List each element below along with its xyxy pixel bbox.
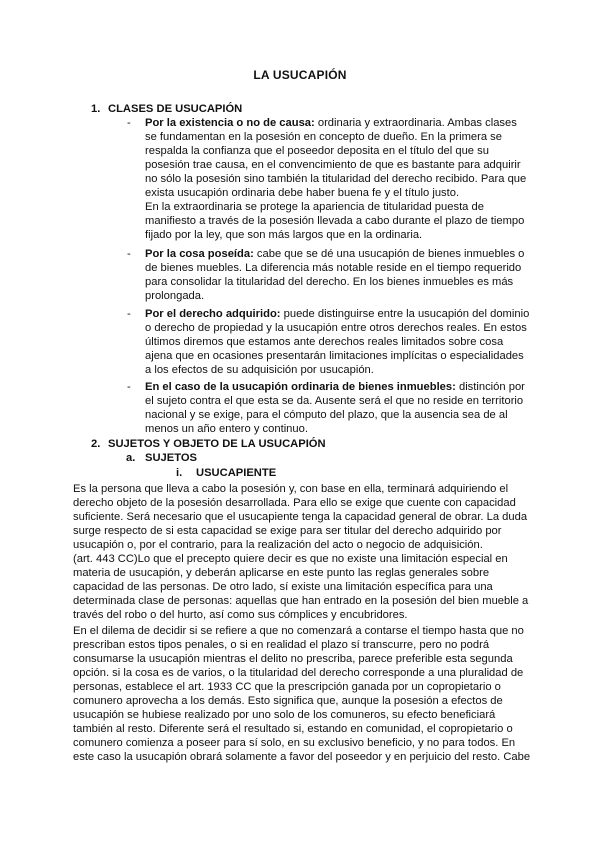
bullet-dash: - bbox=[127, 381, 131, 393]
item-term: En el caso de la usucapión ordinaria de bienes inmuebles: bbox=[145, 381, 456, 393]
item-text-line: respalda la confianza que el poseedor deposita en el título del que su bbox=[145, 145, 489, 157]
bullet-dash: - bbox=[127, 117, 131, 129]
item-text-line: de bienes muebles. La diferencia más notable reside en el tiempo requerido bbox=[145, 262, 522, 274]
subsection-a-marker: a. bbox=[126, 452, 136, 464]
item-text-line: manifiesto a través de la posesión llevada a cabo durante el plazo de tiempo bbox=[145, 215, 525, 227]
item-text-line: posesión trae causa, en el convencimiento de que es bastante para adquirir bbox=[145, 159, 521, 171]
body-line: usucapión o, por el contrario, para la realización del acto o negocio de adquisición. bbox=[73, 539, 483, 551]
item-term: Por la existencia o no de causa: bbox=[145, 117, 315, 129]
subsection-a-heading: SUJETOS bbox=[145, 452, 198, 464]
body-line: determinada clase de personas: aquellas que han entrado en la posesión del bien mueble a bbox=[73, 595, 529, 607]
item-text-line: no sólo la posesión sino también la titularidad del derecho recibido. Para que bbox=[145, 173, 527, 185]
body-line: consumarse la usucapión mientras el delito no prescriba, parece preferible esta segunda bbox=[73, 653, 513, 665]
subsection-i-heading: USUCAPIENTE bbox=[196, 467, 277, 479]
list-item bbox=[145, 117, 517, 130]
subsection-i-marker: i. bbox=[176, 467, 183, 479]
item-text: cabe que se dé una usucapión de bienes inmuebles o bbox=[253, 248, 525, 260]
body-line: comunero aprovecha a los demás. Esto significa que, aunque la posesión a efectos de bbox=[73, 695, 503, 707]
item-text-line: menos un año entero y continuo. bbox=[145, 423, 308, 435]
body-line: través del robo o del hurto, así como sus cómplices y encubridores. bbox=[73, 609, 408, 621]
body-line: materia de usucapión, y deberán aplicarse en este punto las reglas generales sobre bbox=[73, 567, 490, 579]
section-1-heading: CLASES DE USUCAPIÓN bbox=[108, 103, 243, 115]
body-line: opción. si la cosa es de varios, o la titularidad del derecho corresponde a una pluralidad de bbox=[73, 667, 524, 679]
item-term: Por la cosa poseída: bbox=[145, 248, 254, 260]
document-title: LA USUCAPIÓN bbox=[253, 68, 347, 82]
list-item bbox=[145, 308, 529, 321]
body-line: Es la persona que lleva a cabo la posesión y, con base en ella, terminará adquiriendo el bbox=[73, 483, 509, 495]
item-text-line: ajena que en ocasiones presentarán limitaciones implícitas o especialidades bbox=[145, 350, 524, 362]
item-text-line: nacional y se exige, para el cómputo del plazo, que la ausencia sea de al bbox=[145, 409, 508, 421]
body-line: prescriban estos tipos penales, o si en realidad el plazo sí transcurre, pero no podrá bbox=[73, 639, 490, 651]
item-text: ordinaria y extraordinaria. Ambas clases bbox=[314, 117, 517, 129]
item-text-line: exista usucapión ordinaria debe haber buena fe y el título justo. bbox=[145, 187, 460, 199]
body-line: usucapión se hubiese realizado por uno solo de los comuneros, su efecto beneficiará bbox=[73, 709, 496, 721]
item-term: Por el derecho adquirido: bbox=[145, 308, 281, 320]
section-2-number: 2. bbox=[91, 438, 101, 450]
body-line: derecho objeto de la posesión desarrollada. Para ello se exige que cuente con capacidad bbox=[73, 497, 516, 509]
section-2-heading: SUJETOS Y OBJETO DE LA USUCAPIÓN bbox=[108, 438, 326, 450]
item-text-line: a los efectos de su adquisición por usucapión. bbox=[145, 364, 374, 376]
body-line: este caso la usucapión obrará solamente a favor del poseedor y en perjuicio del resto. Cabe bbox=[73, 751, 531, 763]
bullet-dash: - bbox=[127, 308, 131, 320]
body-line: personas, establece el art. 1933 CC que la prescripción ganada por un copropietario o bbox=[73, 681, 501, 693]
item-text-line: se fundamentan en la posesión en concepto de dueño. En la primera se bbox=[145, 131, 503, 143]
item-text-line: para consolidar la titularidad del derecho. En los bienes inmuebles es más bbox=[145, 276, 514, 288]
item-text-line: fijado por la ley, que son más largos que en la ordinaria. bbox=[145, 229, 423, 241]
item-text: puede distinguirse entre la usucapión del dominio bbox=[280, 308, 530, 320]
body-line: comunero comienza a poseer para sí solo, en su exclusivo beneficio, y no para todos. En bbox=[73, 737, 516, 749]
item-text-line: últimos diremos que estamos ante derechos reales limitados sobre cosa bbox=[145, 336, 504, 348]
item-text-line: prolongada. bbox=[145, 290, 205, 302]
body-line: surge respecto de si esta capacidad se exige para ser titular del derecho adquirido por bbox=[73, 525, 502, 537]
body-line: capacidad de las personas. De otro lado, sí existe una limitación específica para una bbox=[73, 581, 493, 593]
list-item bbox=[145, 248, 524, 261]
body-line: (art. 443 CC)Lo que el precepto quiere decir es que no existe una limitación especial en bbox=[73, 553, 508, 565]
bullet-dash: - bbox=[127, 248, 131, 260]
item-text-line: el sujeto contra el que esta se da. Ausente será el que no reside en territorio bbox=[145, 395, 524, 407]
item-text-line: En la extraordinaria se protege la apariencia de titularidad puesta de bbox=[145, 201, 484, 213]
body-line: también al resto. Diferente será el resultado si, estando en comunidad, el copropietario o bbox=[73, 723, 513, 735]
body-line: suficiente. Será necesario que el usucapiente tenga la capacidad general de obrar. La duda bbox=[73, 511, 528, 523]
section-1-number: 1. bbox=[91, 103, 101, 115]
body-line: En el dilema de decidir si se refiere a que no comenzará a contarse el tiempo hasta que no bbox=[73, 625, 524, 637]
list-item bbox=[145, 381, 525, 394]
item-text: distinción por bbox=[455, 381, 525, 393]
item-text-line: o derecho de propiedad y la usucapión entre otros derechos reales. En estos bbox=[145, 322, 527, 334]
